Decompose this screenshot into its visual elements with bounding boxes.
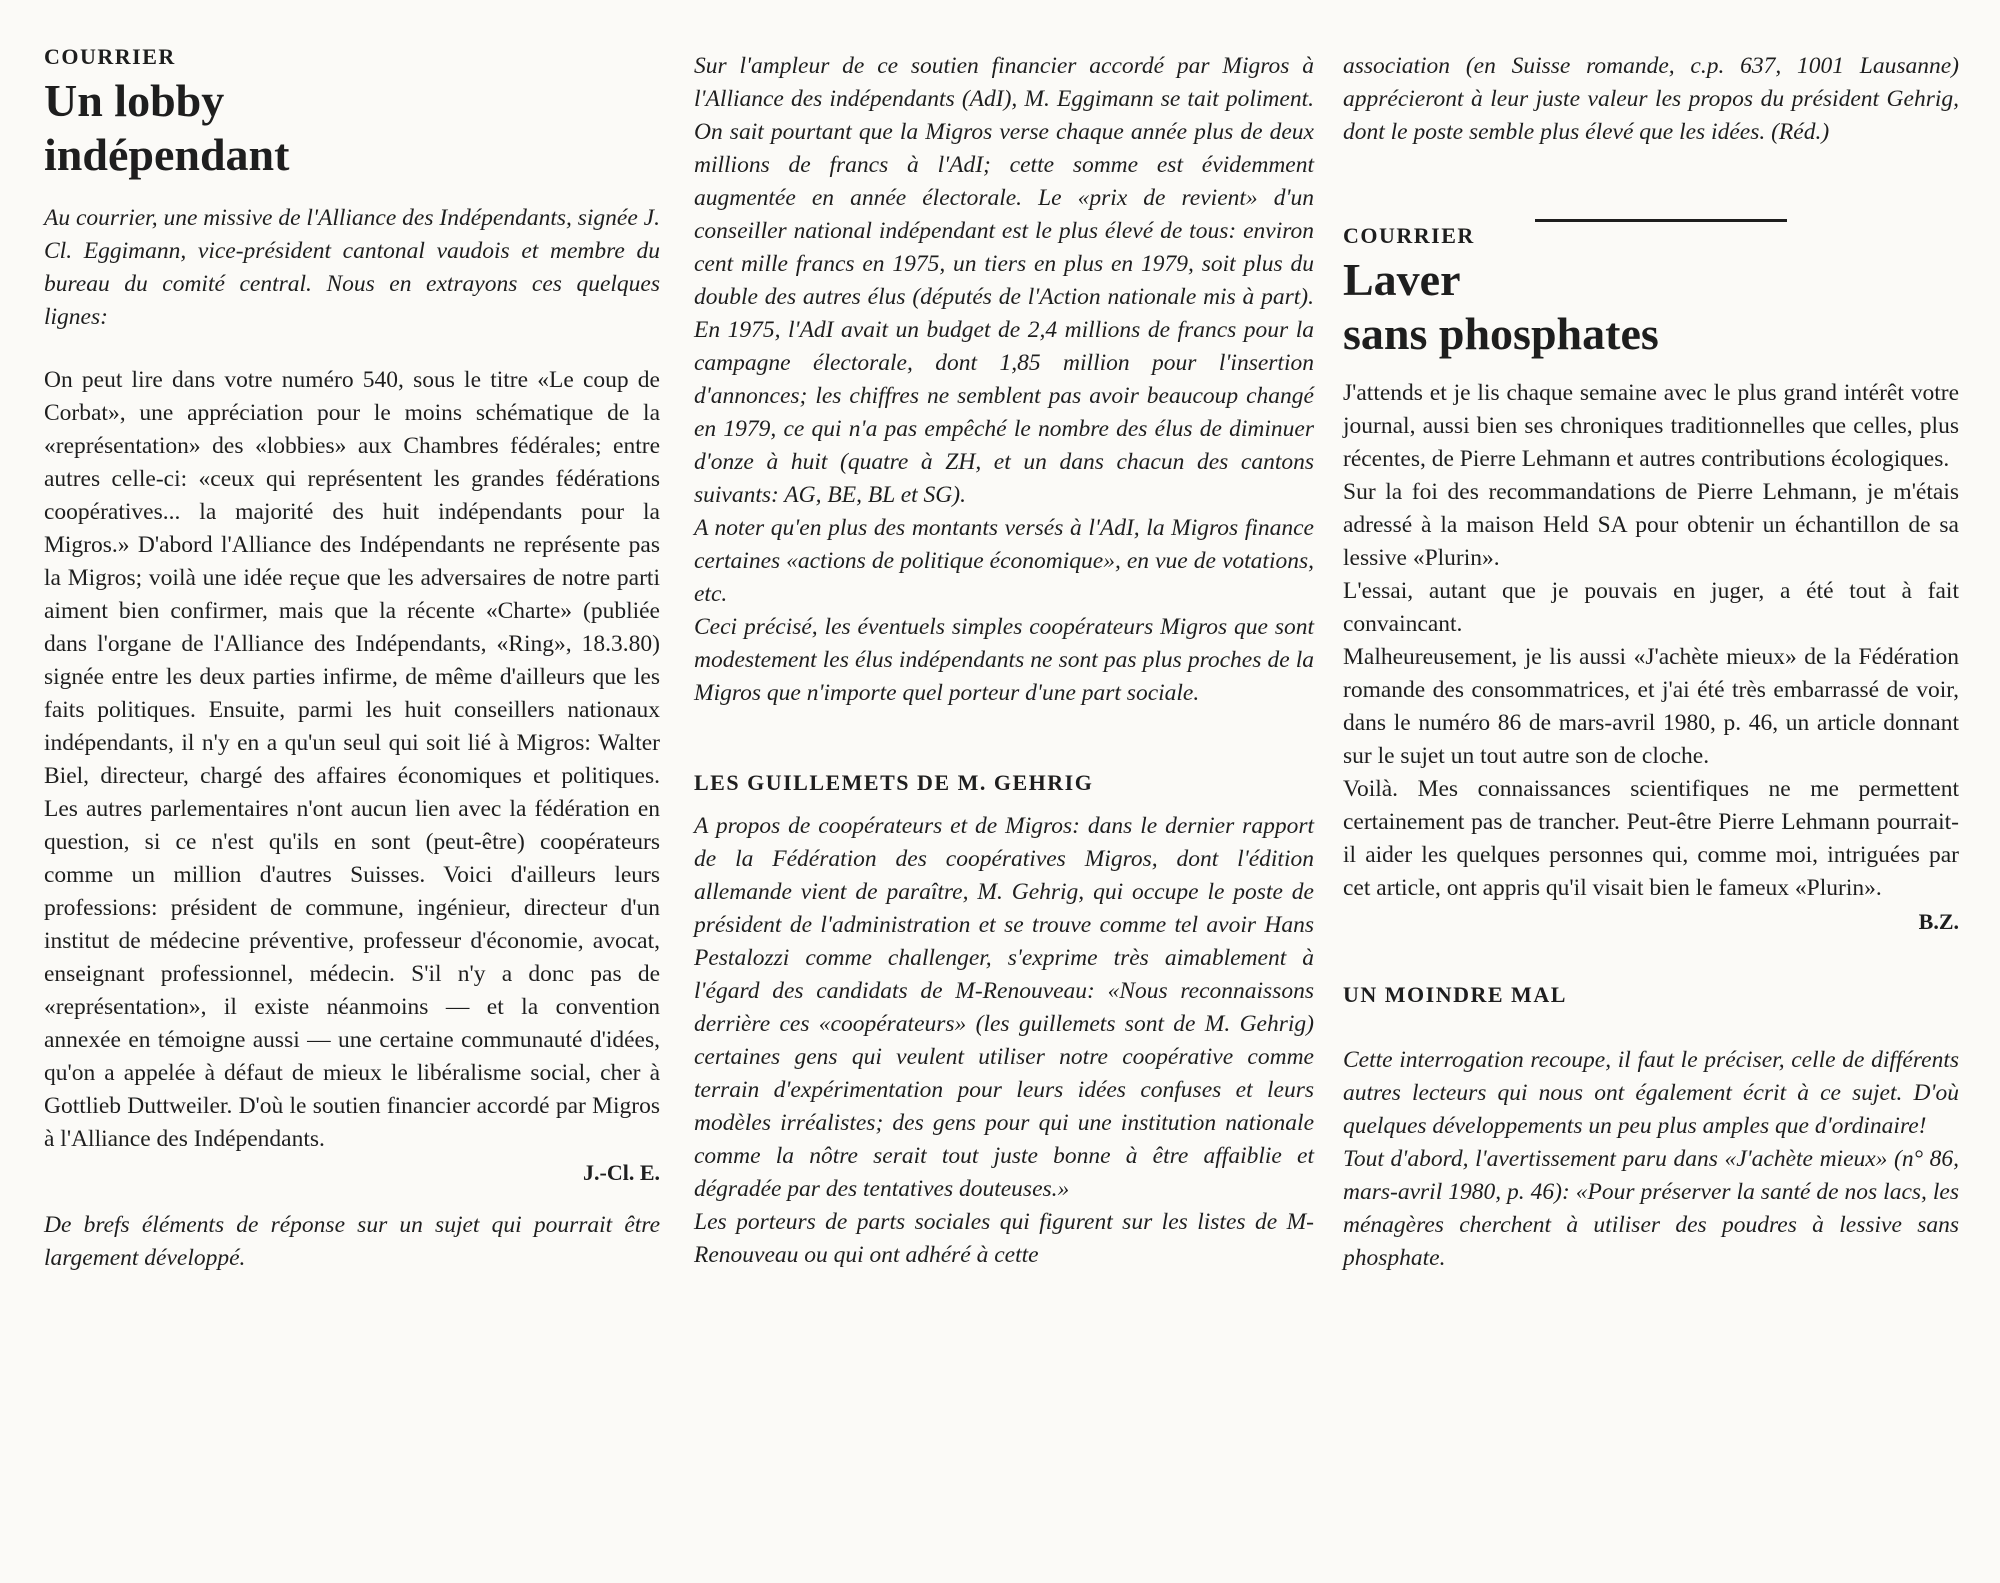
headline-line: Un lobby [44, 75, 225, 126]
letter-signature: J.-Cl. E. [583, 1160, 660, 1185]
letter-body: On peut lire dans votre numéro 540, sous le titre «Le coup de Corbat», une appréciation pour le moins schématique de la «représentation» des «lobbies» aux Chambres fédérales; entre autres celle-ci: «ceux qui représentent les grandes fédérations coopératives... la majorité des huit indépendants pour la Migros.» D'abord l'Alliance des Indépendants ne représente pas la Migros; voilà une idée reçue que les adversaires de notre parti aiment bien confirmer, mais que la récente «Charte» (publiée dans l'organe de l'Alliance des Indépendants, «Ring», 18.3.80) signée entre les deux parties infirme, de même d'ailleurs que les faits politiques. Ensuite, parmi les huit conseillers nationaux indépendants, il n'y en a qu'un seul qui soit lié à Migros: Walter Biel, directeur, chargé des affaires économiques et politiques. Les autres parlementaires n'ont aucun lien avec la fédération en question, si ce n'est qu'ils en sont (peut-être) coopérateurs comme un million d'autres Suisses. Voici d'ailleurs leurs professions: président de commune, ingénieur, directeur d'un institut de médecine préventive, professeur d'économie, avocat, enseignant professionnel, médecin. S'il n'y a donc pas de «représentation», il existe néanmoins — et la convention annexée en témoigne aussi — une certaine communauté d'idées, qu'on a appelée à défaut de mieux le libéralisme social, cher à Gottlieb Duttweiler. D'où le soutien financier accordé par Migros à l'Alliance des Indépendants. [44, 367, 660, 1152]
section-kicker: UN MOINDRE MAL [1343, 982, 1567, 1007]
letter-intro: Au courrier, une missive de l'Alliance des Indépendants, signée J. Cl. Eggimann, vice-président cantonal vaudois et membre du bureau du comité central. Nous en extrayons ces quelques lignes: [44, 205, 660, 330]
headline-line: indépendant [44, 129, 290, 180]
paragraph: Les porteurs de parts sociales qui figurent sur les listes de M-Renouveau ou qui ont adhéré à cette [694, 1209, 1314, 1268]
paragraph: Ceci précisé, les éventuels simples coopérateurs Migros que sont modestement les élus indépendants ne sont pas plus proches de la Migros que n'importe quel porteur d'une part sociale. [694, 614, 1314, 706]
paragraph: Voilà. Mes connaissances scientifiques ne me permettent certainement pas de trancher. Peut-être Pierre Lehmann pourrait-il aider les quelques personnes qui, comme moi, intriguées par cet article, ont appris qu'il visait bien le fameux «Plurin». [1343, 776, 1959, 901]
headline-line: Laver [1343, 254, 1461, 305]
paragraph: association (en Suisse romande, c.p. 637, 1001 Lausanne) apprécieront à leur juste valeur les propos du président Gehrig, dont le poste semble plus élevé que les idées. (Réd.) [1343, 53, 1959, 145]
article-headline [1343, 253, 1959, 361]
paragraph: Malheureusement, je lis aussi «J'achète mieux» de la Fédération romande des consommatrices, et j'ai été très embarrassé de voir, dans le numéro 86 de mars-avril 1980, p. 46, un article donnant sur le sujet un tout autre son de cloche. [1343, 644, 1959, 769]
article-headline [44, 74, 660, 182]
section-divider [1535, 219, 1787, 222]
section-kicker: COURRIER [1343, 223, 1475, 248]
paragraph: Sur la foi des recommandations de Pierre Lehmann, je m'étais adressé à la maison Held SA pour obtenir un échantillon de sa lessive «Plurin». [1343, 479, 1959, 571]
paragraph: Cette interrogation recoupe, il faut le préciser, celle de différents autres lecteurs qui nous ont également écrit à ce sujet. D'où quelques développements un peu plus amples que d'ordinaire! [1343, 1047, 1959, 1139]
paragraph: A propos de coopérateurs et de Migros: dans le dernier rapport de la Fédération des coopératives Migros, dont l'édition allemande vient de paraître, M. Gehrig, qui occupe le poste de président de l'administration et se trouve comme tel avoir Hans Pestalozzi comme challenger, s'exprime très aimablement à l'égard des candidats de M-Renouveau: «Nous reconnaissons derrière ces «coopérateurs» (les guillemets sont de M. Gehrig) certaines gens qui veulent utiliser notre coopérative comme terrain d'expérimentation pour leurs idées confuses et leurs modèles irréalistes; des gens pour qui une institution nationale comme la nôtre serait tout juste bonne à être affaiblie et dégradée par des tentatives douteuses.» [694, 813, 1314, 1202]
column-2 [694, 0, 1314, 1272]
paragraph: Tout d'abord, l'avertissement paru dans «J'achète mieux» (n° 86, mars-avril 1980, p. 46): «Pour préserver la santé de nos lacs, les ménagères cherchent à utiliser des poudres à lessive sans phosphate. [1343, 1146, 1959, 1271]
column-1 [44, 0, 660, 1275]
headline-line: sans phosphates [1343, 308, 1659, 359]
paragraph: A noter qu'en plus des montants versés à l'AdI, la Migros finance certaines «actions de politique économique», en vue de votations, etc. [694, 515, 1314, 607]
section-kicker: LES GUILLEMETS DE M. GEHRIG [694, 770, 1094, 795]
paragraph: L'essai, autant que je pouvais en juger, a été tout à fait convaincant. [1343, 578, 1959, 637]
letter-signature: B.Z. [1918, 909, 1959, 934]
paragraph: J'attends et je lis chaque semaine avec le plus grand intérêt votre journal, aussi bien ses chroniques traditionnelles que celles, plus récentes, de Pierre Lehmann et autres contributions écologiques. [1343, 380, 1959, 472]
column-3 [1343, 0, 1959, 1275]
paragraph: Sur l'ampleur de ce soutien financier accordé par Migros à l'Alliance des indépendants (AdI), M. Eggimann se tait poliment. On sait pourtant que la Migros verse chaque année plus de deux millions de francs à l'AdI; cette somme est évidemment augmentée en année électorale. Le «prix de revient» d'un conseiller national indépendant est le plus élevé de tous: environ cent mille francs en 1975, un tiers en plus en 1979, soit plus du double des autres élus (députés de l'Action nationale mis à part). En 1975, l'AdI avait un budget de 2,4 millions de francs pour la campagne électorale, dont 1,85 million pour l'insertion d'annonces; les chiffres ne semblent pas avoir beaucoup changé en 1979, ce qui n'a pas empêché le nombre des élus de diminuer d'onze à huit (quatre à ZH, et un dans chacun des cantons suivants: AG, BE, BL et SG). [694, 53, 1314, 508]
section-kicker: COURRIER [44, 44, 176, 69]
editor-reply: De brefs éléments de réponse sur un sujet qui pourrait être largement développé. [44, 1212, 660, 1271]
